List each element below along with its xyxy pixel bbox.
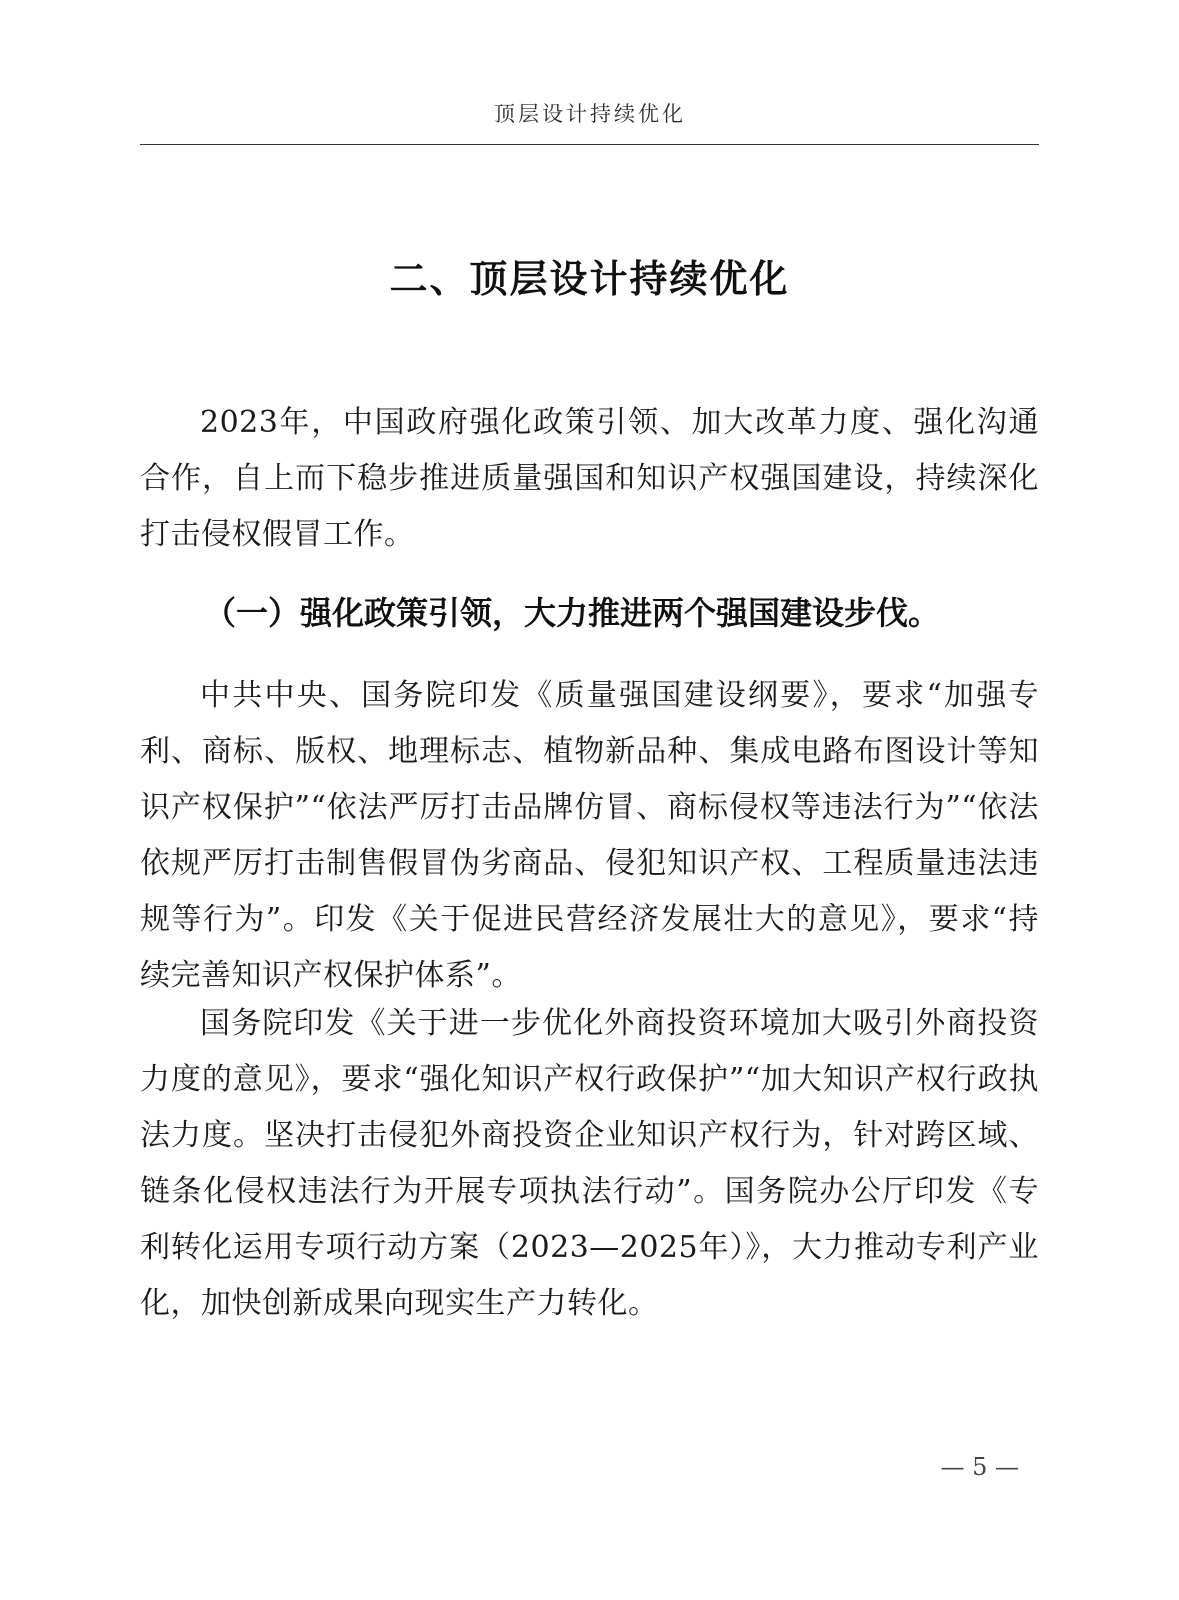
- body-paragraph-2: 国务院印发《关于进一步优化外商投资环境加大吸引外商投资力度的意见》，要求“强化知识产权行政保护”“加大知识产权行政执法力度。坚决打击侵犯外商投资企业知识产权行为，针对跨区域、链条化侵权违法行为开展专项执法行动”。国务院办公厅印发《专利转化运用专项行动方案（2023—2025年）》，大力推动专利产业化，加快创新成果向现实生产力转化。: [140, 1006, 1039, 1321]
- page-title: 二、顶层设计持续优化: [389, 257, 790, 301]
- body-paragraph-1: 中共中央、国务院印发《质量强国建设纲要》，要求“加强专利、商标、版权、地理标志、植物新品种、集成电路布图设计等知识产权保护”“依法严厉打击品牌仿冒、商标侵权等违法行为”“依法依规严厉打击制售假冒伪劣商品、侵犯知识产权、工程质量违法违规等行为”。印发《关于促进民营经济发展壮大的意见》，要求“持续完善知识产权保护体系”。: [140, 678, 1039, 993]
- intro-paragraph: 2023年，中国政府强化政策引领、加大改革力度、强化沟通合作，自上而下稳步推进质量强国和知识产权强国建设，持续深化打击侵权假冒工作。: [140, 405, 1039, 552]
- section-heading: （一）强化政策引领，大力推进两个强国建设步伐。: [204, 594, 941, 632]
- header-divider: [140, 144, 1039, 145]
- page-number: — 5 —: [940, 1453, 1019, 1481]
- running-header: 顶层设计持续优化: [494, 102, 686, 126]
